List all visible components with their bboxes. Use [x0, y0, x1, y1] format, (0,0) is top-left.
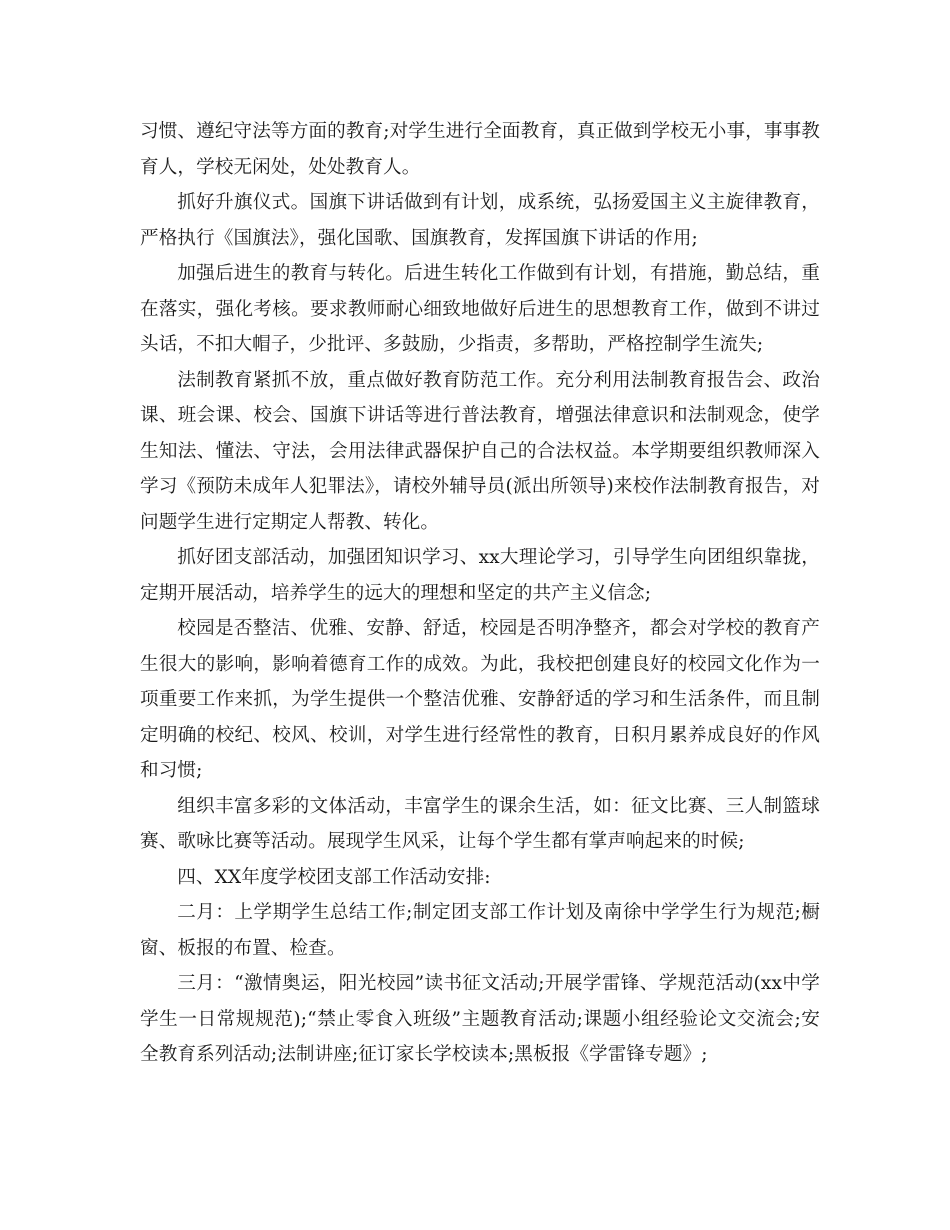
section-heading: 四、XX年度学校团支部工作活动安排: [177, 866, 491, 888]
document-body [140, 114, 820, 1073]
paragraph-7: 组织丰富多彩的文体活动，丰富学生的课余生活，如：征文比赛、三人制篮球赛、歌咏比赛等活动。展现学生风采，让每个学生都有掌声响起来的时候; [140, 795, 820, 852]
paragraph-2: 抓好升旗仪式。国旗下讲话做到有计划，成系统，弘扬爱国主义主旋律教育，严格执行《国旗法》，强化国歌、国旗教育，发挥国旗下讲话的作用; [140, 192, 820, 249]
paragraph-1: 习惯、遵纪守法等方面的教育;对学生进行全面教育，真正做到学校无小事，事事教育人，学校无闲处，处处教育人。 [140, 121, 820, 178]
paragraph-march: 三月：“激情奥运，阳光校园”读书征文活动;开展学雷锋、学规范活动(xx中学学生一日常规规范);“禁止零食入班级”主题教育活动;课题小组经验论文交流会;安全教育系列活动;法制讲座;征订家长学校读本;黑板报《学雷锋专题》; [140, 973, 820, 1065]
paragraph-4: 法制教育紧抓不放，重点做好教育防范工作。充分利用法制教育报告会、政治课、班会课、校会、国旗下讲话等进行普法教育，增强法律意识和法制观念，使学生知法、懂法、守法，会用法律武器保护自己的合法权益。本学期要组织教师深入学习《预防未成年人犯罪法》，请校外辅导员(派出所领导)来校作法制教育报告，对问题学生进行定期定人帮教、转化。 [140, 369, 820, 533]
paragraph-5: 抓好团支部活动，加强团知识学习、xx大理论学习，引导学生向团组织靠拢，定期开展活动，培养学生的远大的理想和坚定的共产主义信念; [140, 547, 820, 604]
paragraph-3: 加强后进生的教育与转化。后进生转化工作做到有计划，有措施，勤总结，重在落实，强化考核。要求教师耐心细致地做好后进生的思想教育工作，做到不讲过头话，不扣大帽子，少批评、多鼓励，少指责，多帮助，严格控制学生流失; [140, 263, 820, 355]
paragraph-6: 校园是否整洁、优雅、安静、舒适，校园是否明净整齐，都会对学校的教育产生很大的影响，影响着德育工作的成效。为此，我校把创建良好的校园文化作为一项重要工作来抓，为学生提供一个整洁优雅、安静舒适的学习和生活条件，而且制定明确的校纪、校风、校训，对学生进行经常性的教育，日积月累养成良好的作风和习惯; [140, 618, 820, 781]
paragraph-february: 二月：上学期学生总结工作;制定团支部工作计划及南徐中学学生行为规范;橱窗、板报的布置、检查。 [140, 902, 820, 959]
